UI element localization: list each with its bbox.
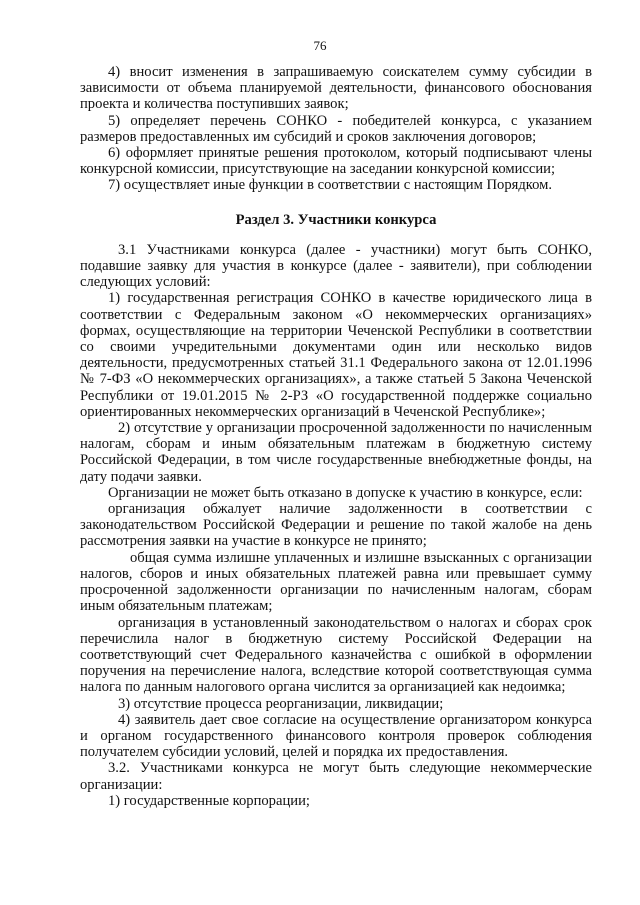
paragraph-condition-3: 3) отсутствие процесса реорганизации, ликвидации; [118,695,444,712]
paragraph-item-6: 6) оформляет принятые решения протоколом, который подписывают члены конкурсной комиссии, присутствующие на заседании конкурсной комиссии; [80,145,592,178]
paragraph-case-appeal: организация обжалует наличие задолженности в соответствии с законодательством Российской Федерации и решение по такой жалобе на день рассмотрения заявки на участие в конкурсе не принято; [80,501,592,550]
paragraph-exclusion-1: 1) государственные корпорации; [108,792,310,809]
section-heading: Раздел 3. Участники конкурса [235,211,437,228]
paragraph-condition-1: 1) государственная регистрация СОНКО в качестве юридического лица в соответствии с Федеральным законом «О некоммерческих организациях» формах, осуществляющие на территории Чеченской Республики в соответствии со своими учредительными документами один или несколько видов деятельности, предусмотренных статьей 31.1 Федерального закона от 12.01.1996 № 7-ФЗ «О некоммерческих организациях», а также статьей 5 Закона Чеченской Республики от 19.01.2015 № 2-РЗ «О государственной поддержке социально ориентированных некоммерческих организаций в Чеченской Республике»; [80,290,592,420]
paragraph-item-7: 7) осуществляет иные функции в соответствии с настоящим Порядком. [108,177,553,194]
paragraph-3-2: 3.2. Участниками конкурса не могут быть следующие некоммерческие организации: [80,760,592,793]
paragraph-admission-note: Организации не может быть отказано в допуске к участию в конкурсе, если: [108,484,583,501]
page-number: 76 [313,38,327,53]
paragraph-condition-4: 4) заявитель дает свое согласие на осуществление организатором конкурса и органом государственного финансового контроля проверок соблюдения получателем субсидии условий, целей и порядка их предоставления. [80,711,592,761]
paragraph-case-error: организация в установленный законодательством о налогах и сборах срок перечислила налог в бюджетную систему Российской Федерации на соответствующий счет Федерального казначейства с ошибкой в оформлении поручения на перечисление налога, вследствие которой соответствующая сумма налога по данным налогового органа числится за организацией как недоимка; [80,614,592,696]
document-body [80,64,592,809]
paragraph-item-5: 5) определяет перечень СОНКО - победителей конкурса, с указанием размеров предоставленных им субсидий и сроков заключения договоров; [80,112,592,145]
paragraph-item-4: 4) вносит изменения в запрашиваемую соискателем сумму субсидии в зависимости от объема планируемой деятельности, финансового обоснования проекта и количества поступивших заявок; [80,64,592,113]
paragraph-3-1: 3.1 Участниками конкурса (далее - участники) могут быть СОНКО, подавшие заявку для участия в конкурсе (далее - заявители), при соблюдении следующих условий: [80,241,592,291]
paragraph-condition-2: 2) отсутствие у организации просроченной задолженности по начисленным налогам, сборам и иным обязательным платежам в бюджетную систему Российской Федерации, в том числе государственные внебюджетные фонды, на дату подачи заявки. [80,420,592,485]
paragraph-case-overpaid: общая сумма излишне уплаченных и излишне взысканных с организации налогов, сборов и иных обязательных платежей равна или превышает сумму просроченной задолженности организации по начисленным налогам, сборам иным обязательным платежам; [80,549,592,615]
